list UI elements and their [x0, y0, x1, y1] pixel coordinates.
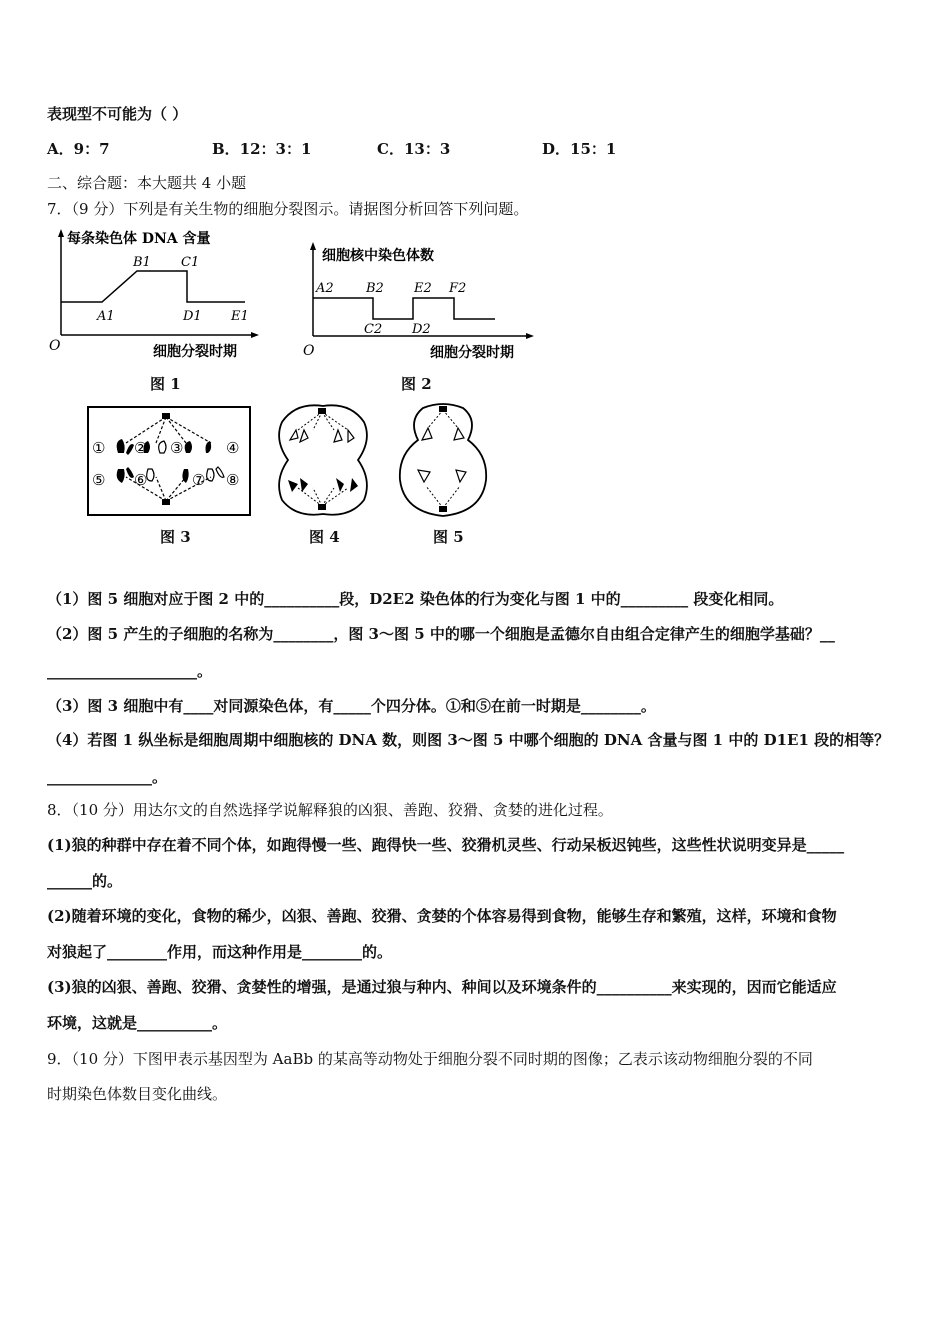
- figure-5-cell: [388, 400, 498, 520]
- q9-line1: 9．（10 分）下图甲表示基因型为 AaBb 的某高等动物处于细胞分裂不同时期的图像；乙表示该动物细胞分裂的不同: [47, 1050, 813, 1068]
- fig2-point-b2: B2: [366, 281, 384, 296]
- option-a[interactable]: A．9：7: [47, 140, 110, 158]
- fig4-caption: 图 4: [309, 528, 340, 546]
- q8-part2-cont: 对狼起了________作用，而这种作用是________的。: [47, 943, 393, 961]
- option-d[interactable]: D．15：1: [542, 140, 617, 158]
- fig1-point-d1: D1: [183, 309, 202, 324]
- fig1-origin: O: [49, 338, 61, 354]
- q8-part1: (1)狼的种群中存在着不同个体，如跑得慢一些、跑得快一些、狡猾机灵些、行动呆板迟钝些，这些性状说明变异是_____: [47, 836, 845, 854]
- fig3-caption: 图 3: [160, 528, 191, 546]
- option-c[interactable]: C．13：3: [377, 140, 451, 158]
- fig3-label-1: ①: [92, 439, 106, 457]
- prev-question-stem: 表现型不可能为（ ）: [47, 105, 188, 123]
- q7-sub1: （1）图 5 细胞对应于图 2 中的__________段，D2E2 染色体的行为变化与图 1 中的_________ 段变化相同。: [47, 590, 784, 608]
- fig3-label-5: ⑤: [92, 471, 106, 489]
- fig2-xlabel: 细胞分裂时期: [430, 345, 514, 361]
- q8-part3: (3)狼的凶狠、善跑、狡猾、贪婪性的增强，是通过狼与种内、种间以及环境条件的__________来实现的，因而它能适应: [47, 978, 837, 996]
- fig3-label-8: ⑧: [226, 471, 240, 489]
- fig1-caption: 图 1: [150, 375, 181, 393]
- option-b[interactable]: B．12：3：1: [212, 140, 312, 158]
- fig2-ylabel: 细胞核中染色体数: [322, 248, 434, 264]
- fig3-label-2: ②: [134, 439, 148, 457]
- fig2-point-a2: A2: [316, 281, 334, 296]
- fig1-ylabel: 每条染色体 DNA 含量: [67, 231, 211, 247]
- fig2-caption: 图 2: [401, 375, 432, 393]
- fig1-point-e1: E1: [231, 309, 249, 324]
- fig3-label-6: ⑥: [134, 471, 148, 489]
- q8-part2: (2)随着环境的变化，食物的稀少，凶狠、善跑、狡猾、贪婪的个体容易得到食物，能够生存和繁殖，这样，环境和食物: [47, 907, 837, 925]
- q8-header: 8．（10 分）用达尔文的自然选择学说解释狼的凶狠、善跑、狡猾、贪婪的进化过程。: [47, 801, 613, 819]
- section-title: 二、综合题：本大题共 4 小题: [47, 174, 247, 192]
- figure-4-cell: [268, 400, 378, 520]
- fig2-point-f2: F2: [449, 281, 467, 296]
- fig2-point-d2: D2: [412, 322, 431, 337]
- fig1-xlabel: 细胞分裂时期: [153, 344, 237, 360]
- q7-sub4-answer-line: ______________。: [47, 768, 168, 786]
- q7-sub4: （4）若图 1 纵坐标是细胞周期中细胞核的 DNA 数，则图 3～图 5 中哪个细胞的 DNA 含量与图 1 中的 D1E1 段的相等？: [47, 731, 890, 749]
- q7-sub3: （3）图 3 细胞中有____对同源染色体，有_____个四分体。①和⑤在前一时期是________。: [47, 697, 656, 715]
- figure-3-cell: [86, 405, 252, 517]
- q8-part3-cont: 环境，这就是__________。: [47, 1014, 228, 1032]
- fig5-caption: 图 5: [433, 528, 464, 546]
- fig3-label-4: ④: [226, 439, 240, 457]
- figure-1-chart: [45, 225, 260, 365]
- fig1-point-c1: C1: [181, 255, 200, 270]
- q7-sub2-answer-line: ____________________。: [47, 662, 213, 680]
- q8-part1-cont: ______的。: [47, 872, 123, 890]
- fig1-point-b1: B1: [133, 255, 151, 270]
- fig3-label-7: ⑦: [192, 471, 206, 489]
- figure-2-chart: [300, 240, 535, 365]
- fig1-point-a1: A1: [97, 309, 115, 324]
- fig2-point-e2: E2: [414, 281, 432, 296]
- fig3-label-3: ③: [170, 439, 184, 457]
- q7-header: 7．（9 分）下列是有关生物的细胞分裂图示。请据图分析回答下列问题。: [47, 200, 529, 218]
- fig2-point-c2: C2: [364, 322, 383, 337]
- fig2-origin: O: [303, 343, 315, 359]
- q9-line2: 时期染色体数目变化曲线。: [47, 1085, 228, 1103]
- q7-sub2: （2）图 5 产生的子细胞的名称为________，图 3～图 5 中的哪一个细胞是孟德尔自由组合定律产生的细胞学基础？__: [47, 625, 835, 643]
